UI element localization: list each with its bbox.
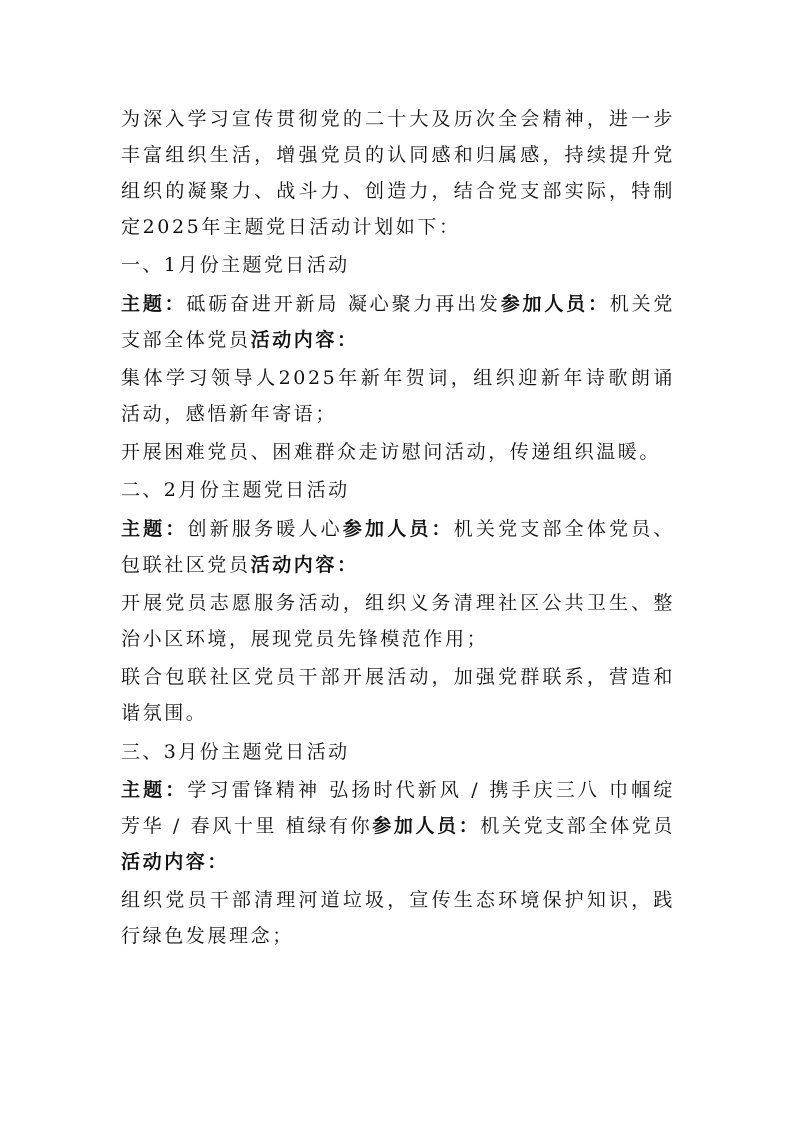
section-1-item-1: 集体学习领导人2025年新年贺词，组织迎新年诗歌朗诵活动，感悟新年寄语；	[121, 366, 675, 425]
section-1-theme: 砥砺奋进开新局 凝心聚力再出发	[186, 292, 501, 315]
section-2-item-2: 联合包联社区党员干部开展活动，加强党群联系，营造和谐氛围。	[121, 666, 675, 725]
section-1-heading: 一、1月份主题党日活动	[121, 254, 350, 277]
section-2-participants-label: 参加人员：	[342, 517, 454, 540]
section-2-theme: 创新服务暖人心	[187, 517, 343, 540]
section-3-theme-label: 主题：	[121, 778, 188, 801]
section-1-item-2: 开展困难党员、困难群众走访慰问活动，传递组织温暖。	[121, 441, 662, 464]
section-1-participants-label: 参加人员：	[500, 292, 610, 315]
intro-paragraph: 为深入学习宣传贯彻党的二十大及历次全会精神，进一步丰富组织生活，增强党员的认同感和归属感，持续提升党组织的凝聚力、战斗力、创造力，结合党支部实际，特制定2025年主题党日活动计划如下：	[121, 108, 675, 238]
section-1-content-label: 活动内容：	[250, 328, 359, 351]
section-3-theme: 学习雷锋精神 弘扬时代新风 / 携手庆三八 巾帼绽芳华 / 春风十里 植绿有你	[121, 778, 675, 837]
section-1-participants: 机关党支部全体党员	[121, 292, 675, 351]
section-2-meta	[121, 511, 675, 583]
section-2-heading: 二、2月份主题党日活动	[121, 479, 350, 502]
section-2-content-label: 活动内容：	[250, 553, 359, 576]
section-3-participants-label: 参加人员：	[372, 814, 481, 837]
section-2-theme-label: 主题：	[121, 517, 188, 540]
section-2-participants: 机关党支部全体党员、包联社区党员	[121, 517, 675, 576]
section-3-item-1: 组织党员干部清理河道垃圾，宣传生态环境保护知识，践行绿色发展理念；	[121, 889, 675, 948]
section-3-meta	[121, 772, 675, 880]
section-3-participants: 机关党支部全体党员	[480, 814, 675, 837]
section-2-item-1: 开展党员志愿服务活动，组织义务清理社区公共卫生、整治小区环境，展现党员先锋模范作用；	[121, 592, 675, 651]
section-3-heading: 三、3月份主题党日活动	[121, 740, 350, 763]
section-1-theme-label: 主题：	[121, 292, 187, 315]
section-1-meta	[121, 286, 675, 358]
section-3-content-label: 活动内容：	[121, 850, 230, 873]
